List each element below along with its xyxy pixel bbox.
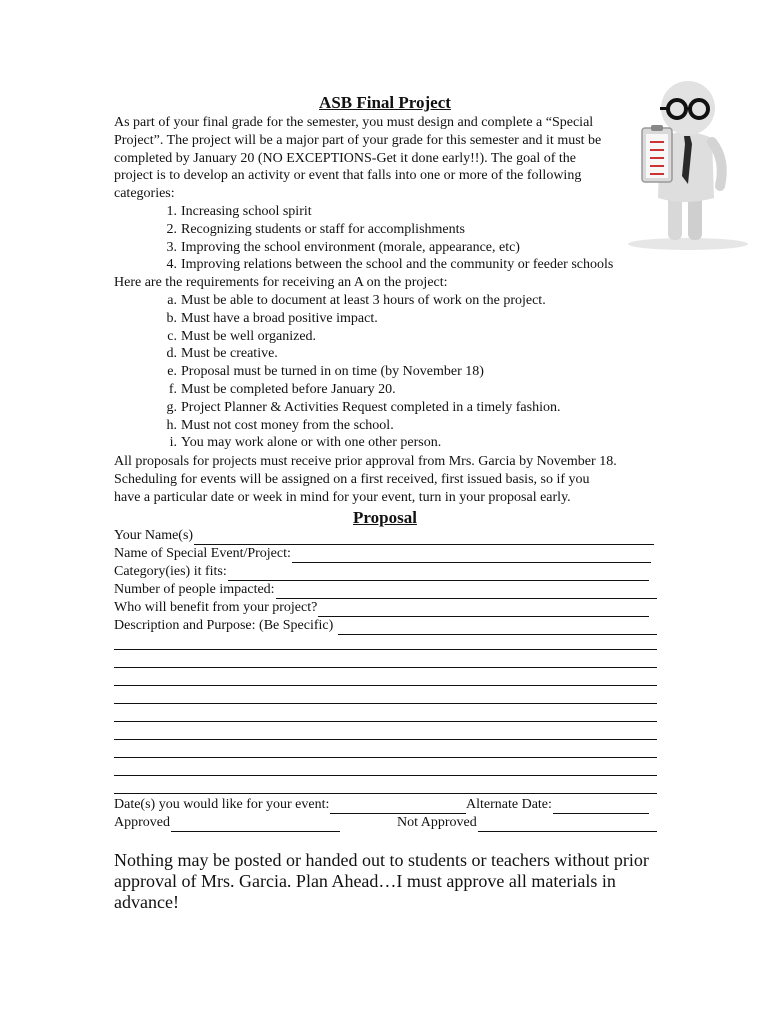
dates-field[interactable]: [114, 796, 466, 814]
benefit-field[interactable]: [114, 599, 649, 617]
intro-line: categories:: [114, 186, 175, 202]
fill-line[interactable]: [318, 603, 649, 617]
field-label: Not Approved: [397, 815, 477, 830]
list-item: d. Must be creative.: [166, 346, 278, 362]
description-line[interactable]: [114, 721, 657, 722]
approval-line: Scheduling for events will be assigned on a first received, first issued basis, so if you: [114, 472, 590, 487]
requirements-list: [166, 292, 561, 452]
page-title: ASB Final Project: [319, 93, 451, 112]
fill-line[interactable]: [276, 585, 657, 599]
intro-paragraph: [114, 114, 644, 203]
not-approved-field[interactable]: [397, 814, 657, 832]
field-label: Number of people impacted:: [114, 582, 275, 597]
description-line[interactable]: [114, 757, 657, 758]
list-item: 4. Improving relations between the school and the community or feeder schools: [166, 257, 614, 273]
fill-line[interactable]: [292, 549, 651, 563]
list-item: i. You may work alone or with one other person.: [169, 435, 442, 451]
intro-line: As part of your final grade for the semester, you must design and complete a “Special: [114, 115, 594, 130]
approved-field[interactable]: [114, 814, 340, 832]
fill-line[interactable]: [478, 818, 657, 832]
fill-line[interactable]: [338, 621, 657, 635]
list-item: 3. Improving the school environment (morale, appearance, etc): [166, 239, 520, 255]
fill-line[interactable]: [171, 818, 340, 832]
description-line[interactable]: [114, 703, 657, 704]
fill-line[interactable]: [553, 800, 649, 814]
intro-line: project is to develop an activity or event that falls into one or more of the following: [114, 168, 582, 184]
footer-notice: Nothing may be posted or handed out to students or teachers without prior approval of Mrs. Garcia. Plan Ahead…I must approve all materials in advance!: [114, 850, 649, 912]
category-field[interactable]: [114, 563, 649, 581]
field-label: Who will benefit from your project?: [114, 600, 318, 615]
list-item: g. Project Planner & Activities Request completed in a timely fashion.: [166, 399, 561, 415]
event-field[interactable]: [114, 545, 651, 563]
field-label: Your Name(s): [114, 528, 194, 543]
intro-line: Project”. The project will be a major part of your grade for this semester and it must be: [114, 132, 602, 148]
fill-line[interactable]: [194, 531, 654, 545]
description-line[interactable]: [114, 793, 657, 794]
requirements-intro: Here are the requirements for receiving an A on the project:: [114, 275, 448, 290]
intro-line: completed by January 20 (NO EXCEPTIONS-Get it done early!!). The goal of the: [114, 150, 577, 166]
description-line[interactable]: [114, 739, 657, 740]
description-line[interactable]: [114, 685, 657, 686]
alternate-date-field[interactable]: [466, 796, 649, 814]
list-item: a. Must be able to document at least 3 hours of work on the project.: [167, 293, 546, 308]
field-label: Date(s) you would like for your event:: [114, 797, 330, 812]
description-line[interactable]: [114, 775, 657, 776]
list-item: c. Must be well organized.: [167, 328, 317, 344]
field-label: Alternate Date:: [466, 797, 552, 812]
names-field[interactable]: [114, 527, 654, 545]
field-label: Name of Special Event/Project:: [114, 546, 291, 561]
description-field[interactable]: [114, 617, 657, 635]
list-item: b. Must have a broad positive impact.: [166, 310, 378, 326]
list-item: e. Proposal must be turned in on time (by November 18): [167, 364, 484, 380]
field-label: Description and Purpose: (Be Specific): [114, 618, 334, 633]
categories-list: [166, 203, 614, 274]
field-label: Category(ies) it fits:: [114, 564, 227, 579]
people-field[interactable]: [114, 581, 657, 599]
description-line[interactable]: [114, 667, 657, 668]
list-item: 2. Recognizing students or staff for accomplishments: [166, 221, 465, 237]
fill-line[interactable]: [330, 800, 466, 814]
fill-line[interactable]: [228, 567, 649, 581]
list-item: h. Must not cost money from the school.: [166, 417, 394, 433]
approval-line: All proposals for projects must receive prior approval from Mrs. Garcia by November 18.: [114, 454, 617, 469]
field-label: Approved: [114, 815, 170, 830]
list-item: 1. Increasing school spirit: [166, 204, 312, 219]
approval-line: have a particular date or week in mind for your event, turn in your proposal early.: [114, 490, 571, 505]
list-item: f. Must be completed before January 20.: [168, 381, 396, 397]
proposal-heading: Proposal: [353, 508, 417, 527]
description-line[interactable]: [114, 649, 657, 650]
